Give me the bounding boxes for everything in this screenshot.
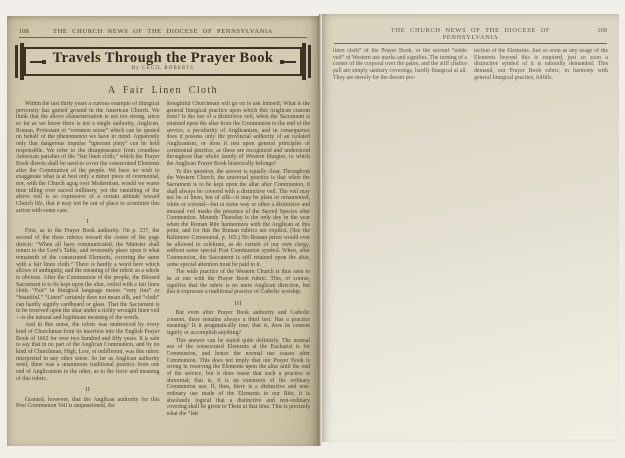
left-page [7,16,319,446]
left-page-columns [7,101,319,437]
paragraph: This answer can be stated quite definitely. The normal use of the consecrated Elements at the Eucharist is for Communion, and hence the normal use ceases after Communion. This does not imply that our Prayer Book is wrong in reserving the Elements upon the altar until the end of the service, but it does mean that such a practice is abnormal; that is, it is an extension of the ordinary Communion use. If, then, there is a distinctive and non-ordinary use made of the Elements in our Rite, it is absolutely logical that a distinctive and non-ordinary covering shall be given to Them at that time. This is precisely what the “fair [166,337,310,417]
banner-byline: By CECIL ROBERTS [131,66,195,72]
right-page-column-1 [333,48,467,378]
left-page-column-2 [167,101,311,437]
paragraph: tection of the Elements. Just so soon as any usage of the Elements beyond this is required, just so soon a distinctive symbol of it is naturally demanded. This demand, our Prayer Book rubric, in harmony with general liturgical practice, fulfills. [474,48,608,81]
right-page-columns [322,48,619,378]
banner-text [45,51,282,72]
banner-box [24,47,302,76]
page-number-right: 109 [597,27,607,34]
banner-title: Travels Through the Prayer Book [52,49,274,66]
banner-right-ornament-icon [302,45,311,78]
running-header-title: THE CHURCH NEWS OF THE DIOCESE OF PENNSYLVANIA [390,27,551,41]
paragraph: linen cloth” of the Prayer Book, or the second “white veil” of Western use marks and signifies. The turning of a corner of the corporal over the paten, and the stiff chalice pall are simply sanitary coverings, hardly liturgical at all. They are merely for the decent pro- [333,48,467,81]
section-heading: I [86,218,90,226]
left-page-column-1 [16,101,160,437]
running-header-right [334,27,607,44]
paragraph: Granted, however, that the Anglican authority for this Post Communion Veil is unquestioned, the [16,396,160,410]
article-banner [15,45,311,78]
page-number-left: 108 [19,28,29,35]
running-header-left [19,28,307,38]
paragraph: To this question, the answer is equally clear. Throughout the Western Church, the universal practice is that when the Sacrament is to be kept upon the altar after Communion, it shall always be covered with a distinctive veil. The veil may not be of linen, but of silk—it may be plain or ornamented, white or colored—but in some way or other a distinctive and unusual veil marks the presence of the Sacred Species after Communion. Maundy Thursday is the only day in the year when the Roman Rite harmonizes with the Anglican at this point, and for this the Roman rubrics are explicit. (See the Baltimore Ceremonial, p. 103.) No Roman priest would ever be allowed to celebrate, as do certain of our own clergy, without some special Post Communion symbol. When, after Communion, the Sacrament is still retained upon the altar, some special attention must be paid to it. [166,168,310,268]
paragraph: And in this sense, the rubric was understood by every kind of Churchman from its insertion into the English Prayer Book of 1662 for over two hundred and fifty years. It is safe to say that in no part of the Anglican Communion, and by no kind of Churchman, High, Low, or indifferent, was this rubric interpreted in any other sense. So far as Anglican authority went, there was a unanimous traditional practice from one end of Anglicanism to the other, as to the force and meaning of this rubric. [16,322,160,382]
paragraph: But even after Prayer Book authority and Catholic consent, there remains always a third test: Has a practice meaning? Is it pragmatically true; that is, does its content signify or accomplish anything? [166,310,310,337]
right-page [322,14,619,442]
paragraph: thoughtful Churchman will go on to ask himself; What is the general liturgical practice upon which this Anglican custom rests? Is the use of a distinctive veil, when the Sacrament is retained upon the altar from the Communion to the end of the service, a peculiarity of Anglicanism, and in consequence does it possess only the provincial authority of an isolated Anglicanism, or does it rest upon general principles of ceremonial practice, as these are recognized and understood throughout that whole family of Western liturgies, to which the Anglican Prayer Book historically belongs? [166,101,310,167]
running-header-title: THE CHURCH NEWS OF THE DIOCESE OF PENNSYLVANIA [53,28,273,35]
paragraph: First, as to the Prayer Book authority. On p. 237, the second of the three rubrics toward the center of the page directs: “When all have communicated, the Minister shall return to the Lord’s Table, and reverently place upon it what remaineth of the consecrated Elements, covering the same with a fair linen cloth.” There is hardly a word here which allows of ambiguity, and the meaning of the rubric as a whole is obvious. After the Communion of the people, the Blessed Sacrament is to be kept upon the altar, veiled with a fair linen cloth. “Fair” in liturgical language means “very fine” or “beautiful.” “Linen” certainly does not mean silk, and “cloth” can hardly signify cardboard or glass. That the Sacrament is to be reserved upon the altar under a richly wrought linen veil—is the natural and legitimate meaning of the words. [16,228,160,321]
banner-left-ornament-icon [15,45,24,78]
right-page-column-2 [474,48,608,378]
banner-rule-left [30,61,45,63]
article-title: A Fair Linen Cloth [107,85,219,96]
banner-rule-right [281,61,296,63]
paragraph: The wide practice of the Western Church is thus seen to be at one with the Prayer Book rubric. This, of course, signifies that the rubric is no mere Anglican direction, but that it expresses a traditional practice of Catholic worship. [166,269,310,296]
paragraph: Within the last thirty years a curious example of liturgical perversity has gained ground in the American Church. We think that the above characterisation is not too strong, since so far as we know there is not a single authority, Anglican, Roman, Protestant or “common sense” which can be quoted on behalf of the phenomenon we have in mind. Apparently only that dangerous impulse “ignorant piety” can be held responsible. We refer to the disappearance from countless American parishes of the “fair linen cloth,” which the Prayer Book directs shall be used to cover the consecrated Elements after the Communion of the people. We have no wish to exaggerate what is at best only a minor piece of ceremonial, nor, with the Church agog over Modernism, would we waste time idling over sacred millinery, yet the vanishing of the above veil is so expressive of a certain attitude toward Church life, that it may not be out of place to scrutinize this action with some care. [16,101,160,214]
section-heading: III [234,300,243,308]
section-heading: II [85,386,91,394]
